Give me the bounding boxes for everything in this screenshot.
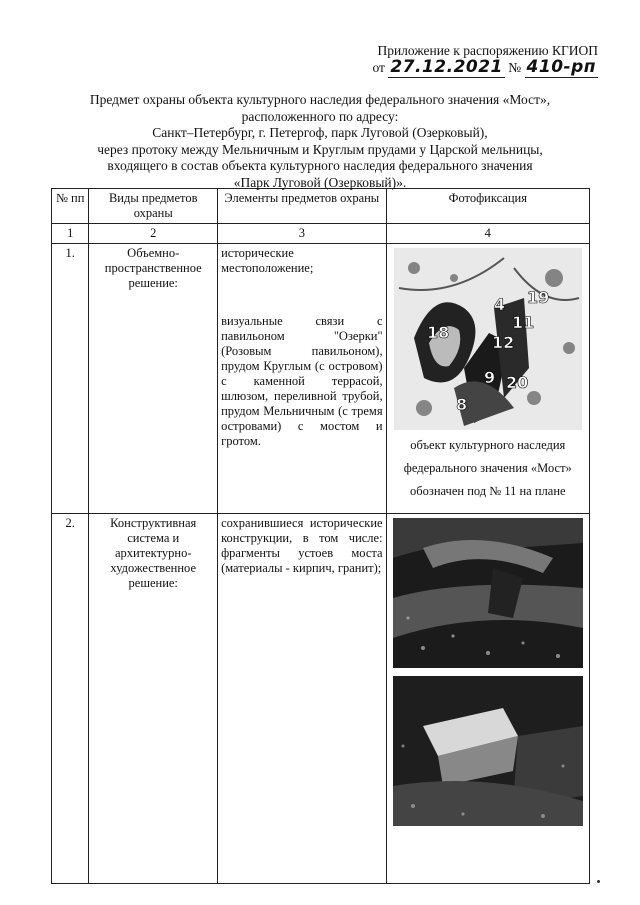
photo-cell	[386, 514, 589, 884]
map-label: 8	[455, 395, 467, 414]
col-number: 1	[52, 224, 89, 244]
date-prefix: от	[372, 60, 385, 75]
protection-type: Конструктивная система и архитектурно-художественное решение:	[89, 514, 218, 884]
bridge-abutment-photo-2	[393, 676, 583, 826]
table-header-row	[52, 189, 590, 224]
protection-elements: сохранившиеся исторические конструкции, в том числе: фрагменты устоев моста (материалы - кирпич, гранит);	[218, 514, 387, 884]
title-line: входящего в состав объекта культурного наследия федерального значения	[107, 158, 533, 173]
order-date-line	[372, 59, 598, 76]
elements-text: визуальные связи с павильоном "Озерки" (Розовым павильоном), прудом Круглым (с островом) с каменной террасой, шлюзом, переливной трубой, прудом Мельничным (с тремя островами) с мостом и гротом.	[221, 314, 383, 448]
protection-elements	[218, 244, 387, 514]
map-label: 9	[483, 368, 495, 387]
bridge-abutment-photo-1	[393, 518, 583, 668]
table-row	[52, 244, 590, 514]
photo-caption: объект культурного наследия федерального значения «Мост» обозначен под № 11 на плане	[403, 438, 572, 498]
header-types: Виды предметов охраны	[89, 189, 218, 224]
header-number: № пп	[52, 189, 89, 224]
site-plan-map	[394, 248, 582, 430]
table-row	[52, 514, 590, 884]
title-line: Санкт–Петербург, г. Петергоф, парк Луговой (Озерковый),	[152, 125, 488, 140]
photo-cell	[386, 244, 589, 514]
map-label: 4	[493, 295, 505, 314]
row-number: 2.	[52, 514, 89, 884]
protection-type: Объемно-пространственное решение:	[89, 244, 218, 514]
order-number: 410-рп	[526, 57, 596, 77]
document-title	[60, 92, 580, 191]
protection-table	[51, 188, 590, 884]
appendix-header	[372, 42, 598, 76]
col-number: 4	[386, 224, 589, 244]
map-label: 12	[491, 333, 515, 352]
map-label: 18	[426, 323, 450, 342]
col-number: 3	[218, 224, 387, 244]
column-number-row	[52, 224, 590, 244]
appendix-line: Приложение к распоряжению КГИОП	[377, 43, 598, 58]
col-number: 2	[89, 224, 218, 244]
title-line: Предмет охраны объекта культурного наследия федерального значения «Мост»,	[89, 92, 551, 107]
scan-speck	[597, 880, 600, 883]
title-line: через протоку между Мельничным и Круглым прудами у Царской мельницы,	[97, 141, 543, 157]
map-label: 20	[505, 373, 529, 392]
row-number: 1.	[52, 244, 89, 514]
number-sign: №	[508, 60, 522, 75]
header-elements: Элементы предметов охраны	[218, 189, 387, 224]
title-line: «Парк Луговой (Озерковый)».	[233, 174, 407, 190]
map-label: 11	[511, 313, 535, 332]
elements-text: исторические местоположение;	[221, 246, 314, 275]
order-date: 27.12.2021	[390, 57, 503, 77]
title-line: расположенного по адресу:	[241, 108, 399, 124]
header-photos: Фотофиксация	[386, 189, 589, 224]
map-label: 19	[526, 288, 550, 307]
